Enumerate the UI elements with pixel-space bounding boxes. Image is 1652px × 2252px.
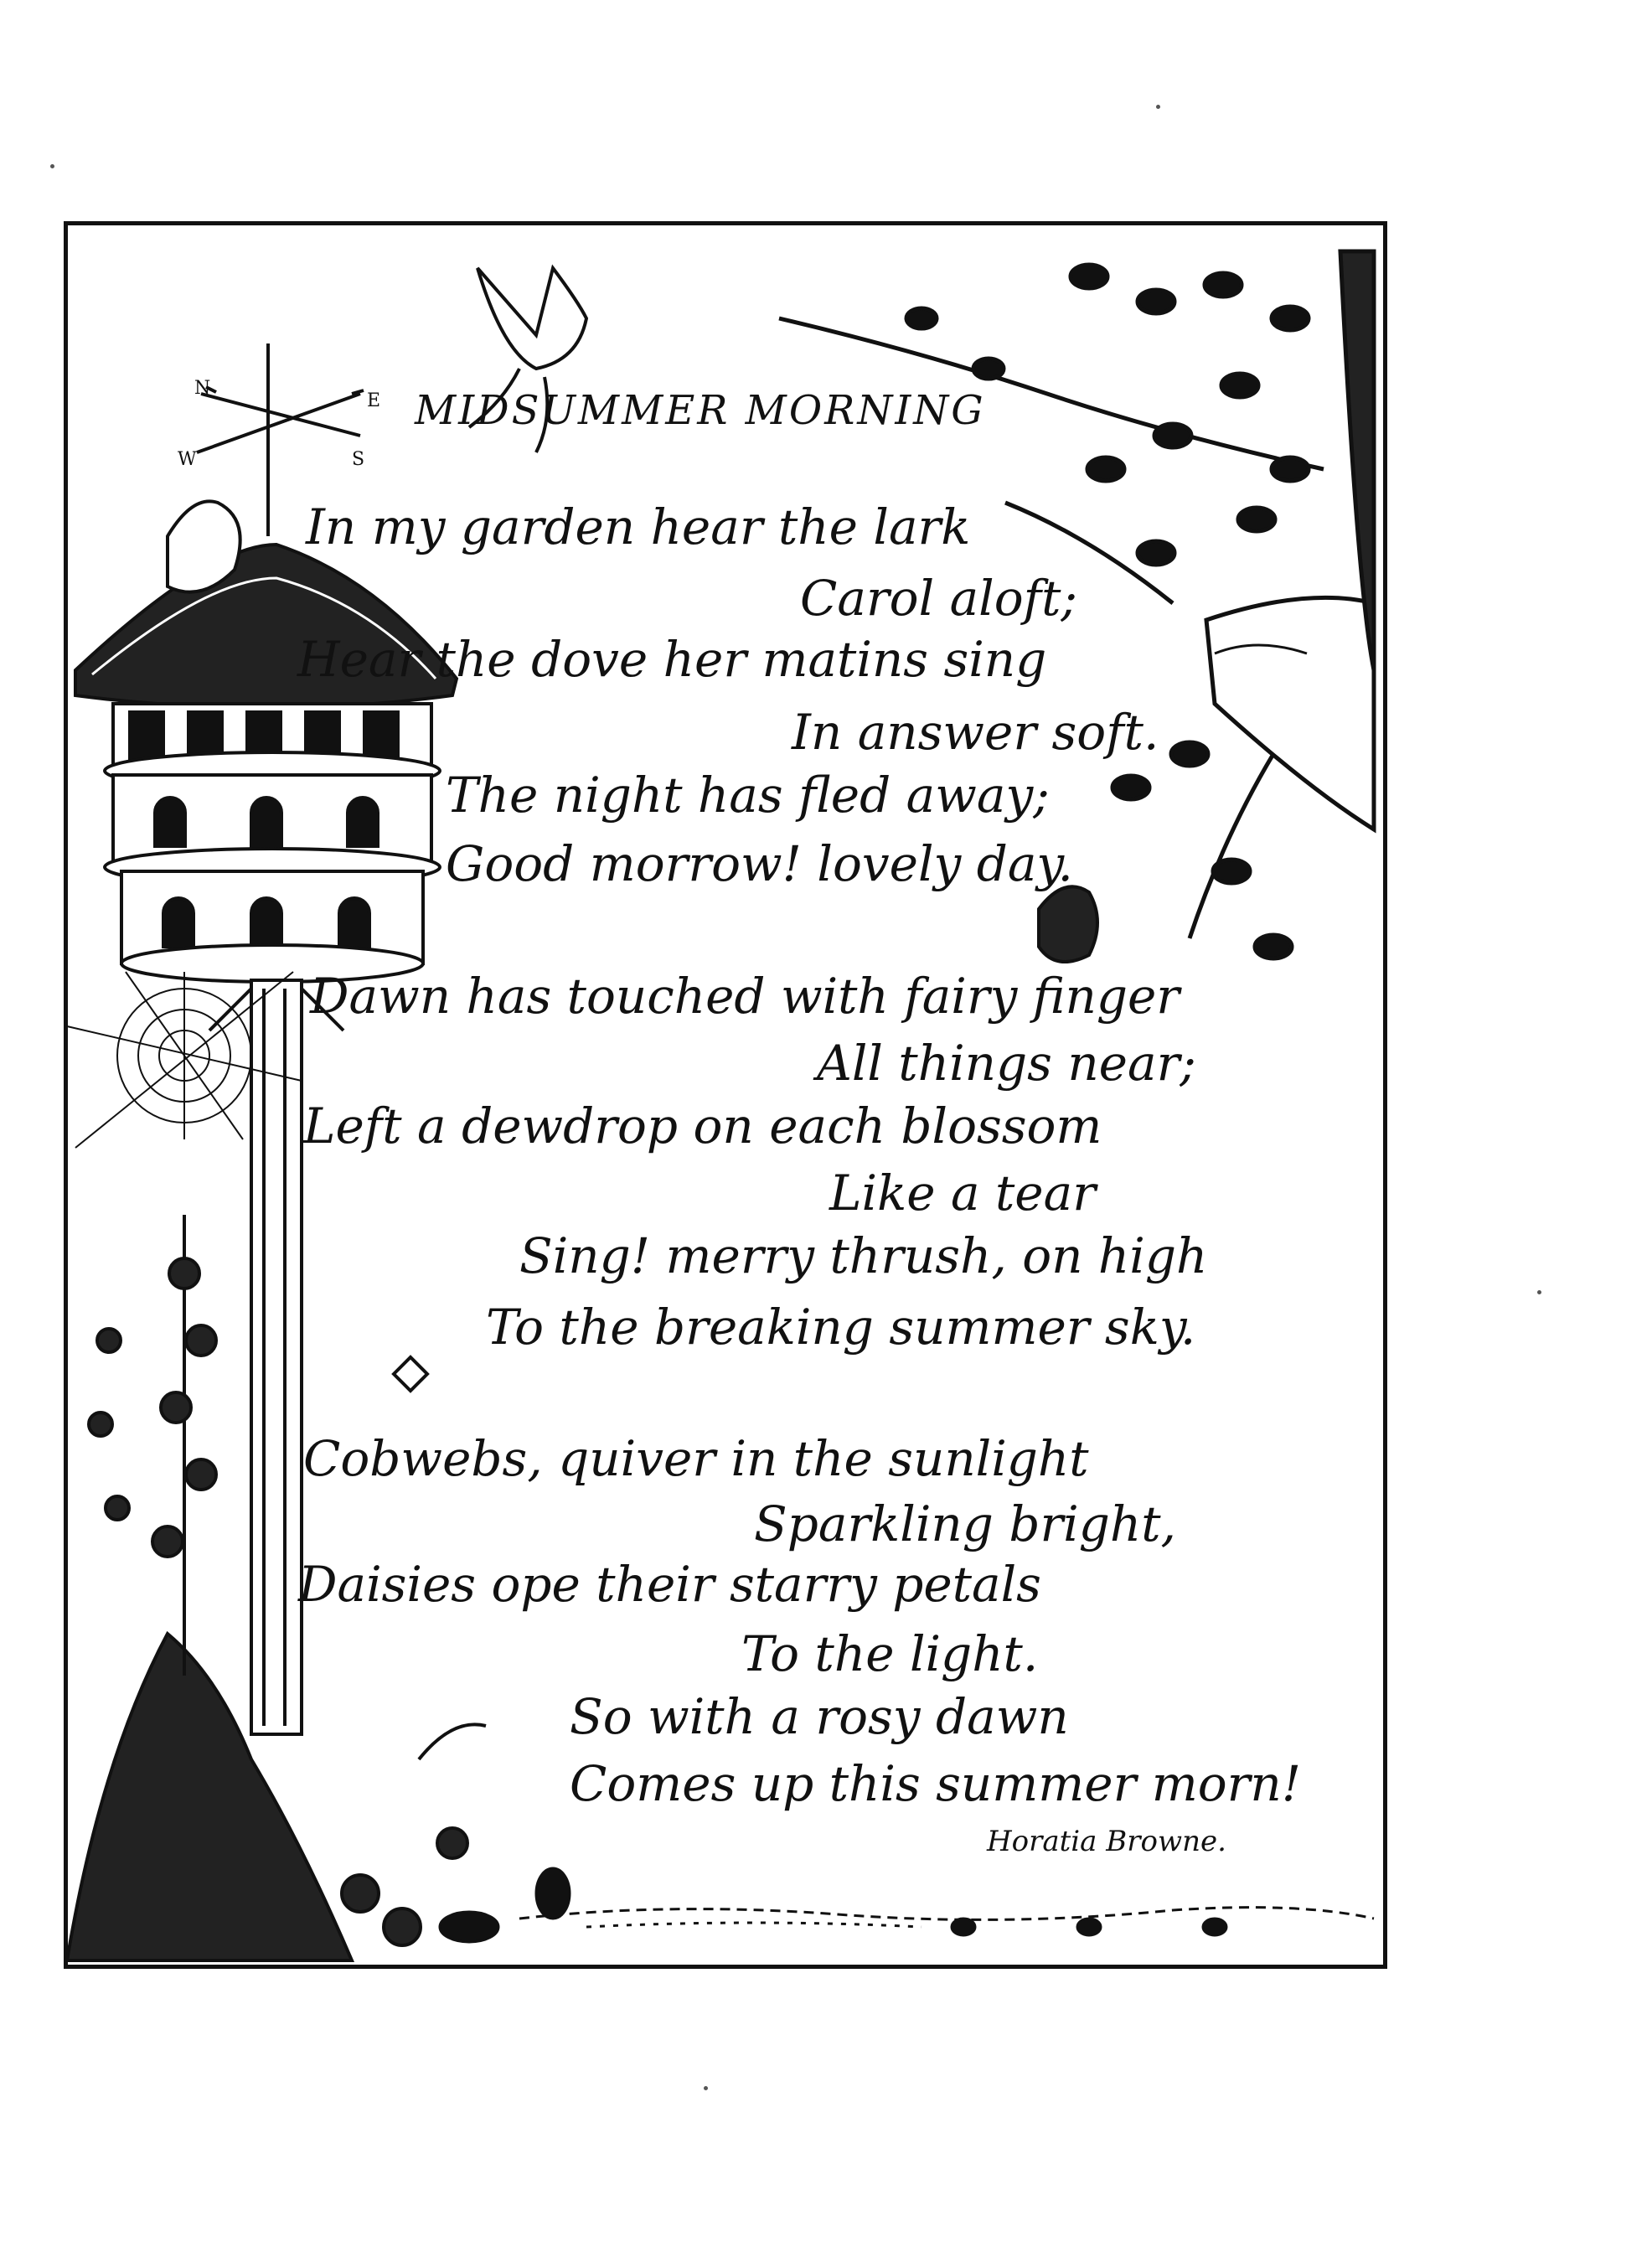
- poem-line: To the light.: [741, 1625, 1039, 1682]
- title-first-word: MIDSUMMER: [415, 387, 730, 434]
- poem-line: Sing! merry thrush, on high: [519, 1227, 1208, 1284]
- scan-speck: [1537, 1290, 1541, 1294]
- poem-line: In answer soft.: [792, 704, 1159, 761]
- poem-line: Comes up this summer morn!: [570, 1755, 1302, 1812]
- poem-line: Sparkling bright,: [754, 1495, 1176, 1552]
- svg-text:E: E: [367, 390, 381, 411]
- poem-line: All things near;: [817, 1035, 1196, 1092]
- poem-line: Daisies ope their starry petals: [298, 1556, 1041, 1613]
- poem-title: [415, 387, 986, 434]
- poem-line: The night has fled away;: [446, 767, 1050, 824]
- scan-speck: [1156, 105, 1160, 109]
- poem-line: Good morrow! lovely day.: [446, 835, 1073, 892]
- poem-line: Dawn has touched with fairy finger: [310, 968, 1180, 1025]
- poem-line: Left a dewdrop on each blossom: [303, 1098, 1102, 1154]
- poem-line: To the breaking summer sky.: [486, 1299, 1196, 1356]
- poem-line: Hear the dove her matins sing: [297, 631, 1047, 688]
- scan-speck: [50, 164, 54, 168]
- svg-text:W: W: [178, 449, 197, 470]
- poem-line: Like a tear: [829, 1165, 1096, 1222]
- poem-line: In my garden hear the lark: [306, 498, 971, 555]
- poem-line: So with a rosy dawn: [570, 1688, 1069, 1745]
- poem-line: Cobwebs, quiver in the sunlight: [303, 1430, 1089, 1487]
- scan-speck: [704, 2086, 708, 2090]
- ground-icon: [440, 1868, 1374, 1942]
- svg-text:N: N: [194, 378, 211, 399]
- author-signature: Horatia Browne.: [987, 1825, 1226, 1858]
- poem-line: Carol aloft;: [800, 570, 1077, 627]
- title-second-word: MORNING: [745, 387, 986, 434]
- svg-text:S: S: [352, 449, 365, 470]
